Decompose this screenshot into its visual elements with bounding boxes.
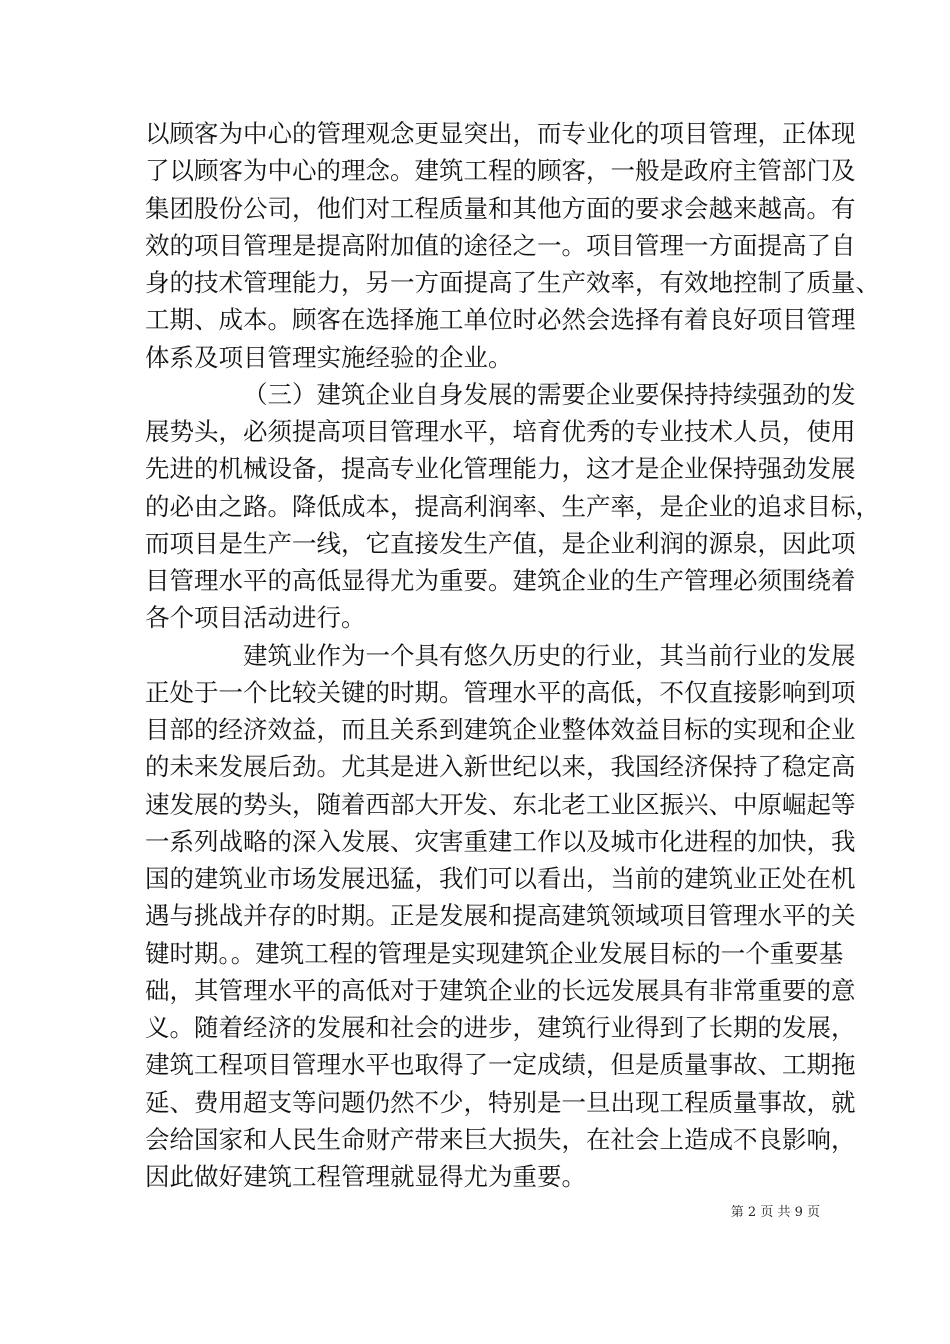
text-line: 建筑业作为一个具有悠久历史的行业，其当前行业的发展 (243, 640, 856, 670)
text-line: 速发展的势头，随着西部大开发、东北老工业区振兴、中原崛起等 (145, 789, 856, 819)
text-line: 础，其管理水平的高低对于建筑企业的长远发展具有非常重要的意 (145, 975, 856, 1005)
text-line: 先进的机械设备，提高专业化管理能力，这才是企业保持强劲发展 (145, 454, 856, 484)
text-line: 目管理水平的高低显得尤为重要。建筑企业的生产管理必须围绕着 (145, 566, 856, 595)
text-line: （三）建筑企业自身发展的需要企业要保持持续强劲的发 (243, 379, 856, 409)
text-line: 展势头，必须提高项目管理水平，培育优秀的专业技术人员，使用 (145, 417, 856, 446)
document-body (145, 115, 880, 1195)
text-line: 各个项目活动进行。 (145, 603, 366, 633)
text-line: 建筑工程项目管理水平也取得了一定成绩，但是质量事故、工期拖 (145, 1050, 856, 1080)
text-line: 一系列战略的深入发展、灾害重建工作以及城市化进程的加快，我 (145, 826, 856, 856)
text-line: 延、费用超支等问题仍然不少，特别是一旦出现工程质量事故，就 (145, 1087, 856, 1117)
text-line: 正处于一个比较关键的时期。管理水平的高低，不仅直接影响到项 (145, 677, 856, 707)
text-line: 而项目是生产一线，它直接发生产值，是企业利润的源泉，因此项 (145, 528, 856, 558)
text-line: 因此做好建筑工程管理就显得尤为重要。 (145, 1162, 586, 1191)
text-line: 效的项目管理是提高附加值的途径之一。项目管理一方面提高了自 (145, 230, 856, 260)
text-line: 集团股份公司，他们对工程质量和其他方面的要求会越来越高。有 (145, 193, 856, 223)
text-line: 国的建筑业市场发展迅猛，我们可以看出，当前的建筑业正处在机 (145, 864, 856, 893)
text-line: 的必由之路。降低成本，提高利润率、生产率，是企业的追求目标， (145, 491, 880, 521)
text-line: 遇与挑战并存的时期。正是发展和提高建筑领域项目管理水平的关 (145, 901, 856, 931)
text-line: 身的技术管理能力，另一方面提高了生产效率，有效地控制了质量、 (145, 268, 880, 297)
text-line: 的未来发展后劲。尤其是进入新世纪以来，我国经济保持了稳定高 (145, 752, 856, 782)
page-number-footer: 第 2 页 共 9 页 (730, 1205, 820, 1220)
text-line: 会给国家和人民生命财产带来巨大损失，在社会上造成不良影响， (145, 1124, 856, 1154)
text-line: 目部的经济效益，而且关系到建筑企业整体效益目标的实现和企业 (145, 715, 856, 744)
text-line: 工期、成本。顾客在选择施工单位时必然会选择有着良好项目管理 (145, 305, 856, 335)
text-line: 了以顾客为中心的理念。建筑工程的顾客，一般是政府主管部门及 (145, 156, 856, 186)
text-line: 以顾客为中心的管理观念更显突出，而专业化的项目管理，正体现 (145, 119, 856, 148)
text-line: 键时期。。建筑工程的管理是实现建筑企业发展目标的一个重要基 (145, 938, 844, 968)
text-line: 义。随着经济的发展和社会的进步，建筑行业得到了长期的发展， (145, 1013, 856, 1042)
paragraph-customer-centric (145, 115, 880, 376)
paragraph-enterprise-development (145, 376, 880, 637)
text-line: 体系及项目管理实施经验的企业。 (145, 342, 513, 372)
paragraph-industry-overview (145, 637, 856, 1196)
